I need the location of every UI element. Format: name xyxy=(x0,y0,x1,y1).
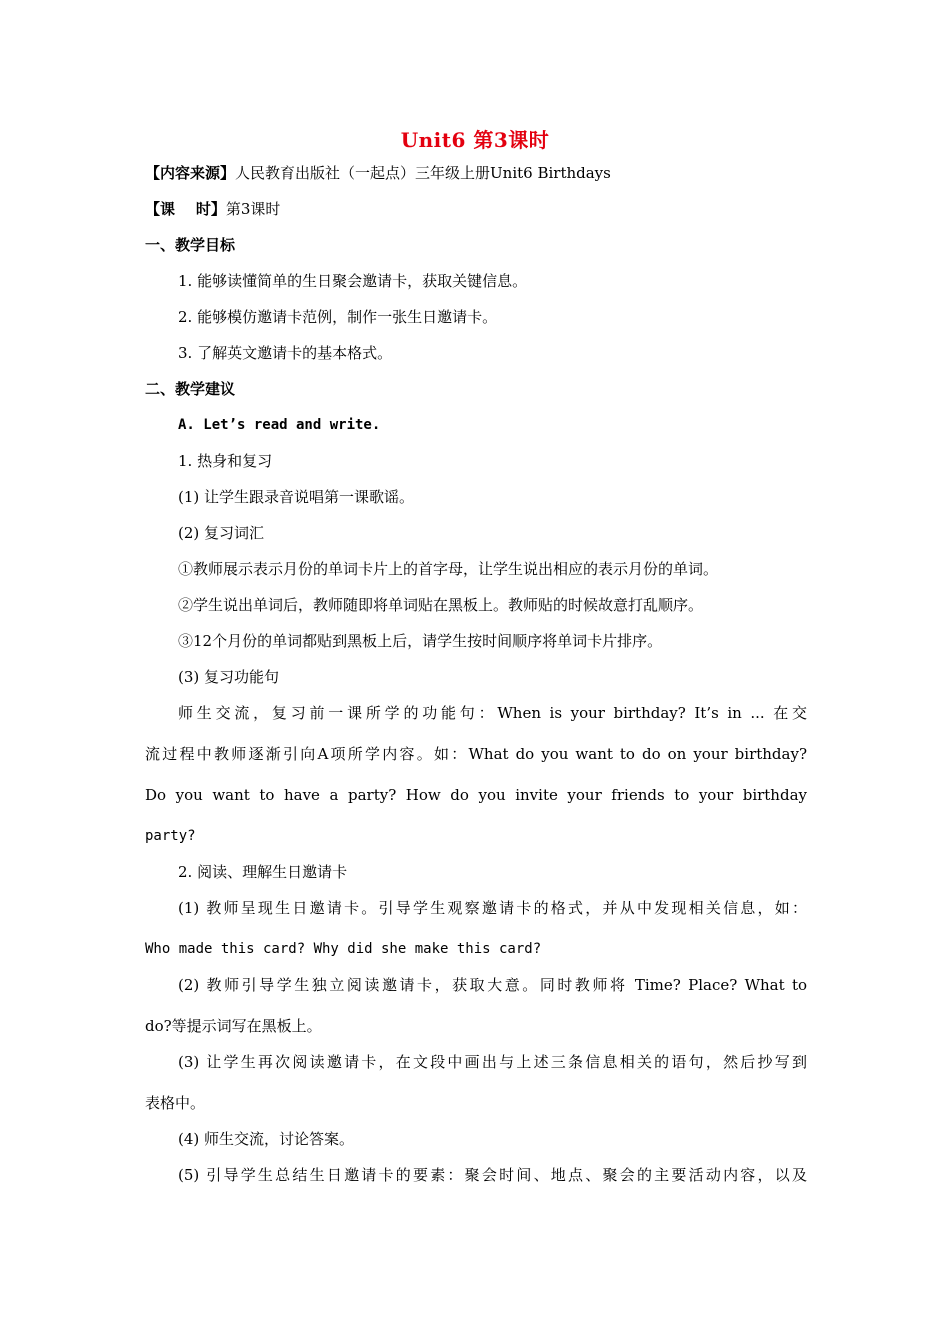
step-1-item-2b: ②学生说出单词后，教师随即将单词贴在黑板上。教师贴的时候故意打乱顺序。 xyxy=(178,596,704,614)
step-2-item-2-line-1: (2) 教师引导学生独立阅读邀请卡，获取大意。同时教师将 Time? Place? What to xyxy=(178,976,807,994)
period-label: 【课 时】 xyxy=(145,200,226,218)
goal-item-3: 3. 了解英文邀请卡的基本格式。 xyxy=(178,344,393,362)
step-1-item-2a: ①教师展示表示月份的单词卡片上的首字母，让学生说出相应的表示月份的单词。 xyxy=(178,560,719,578)
paragraph-line-1: 师生交流，复习前一课所学的功能句：When is your birthday? It’s in ... 在交 xyxy=(178,704,807,722)
section-heading-suggestions: 二、教学建议 xyxy=(145,380,236,398)
step-2-item-3-line-2: 表格中。 xyxy=(145,1094,206,1112)
step-1-item-1: (1) 让学生跟录音说唱第一课歌谣。 xyxy=(178,488,415,506)
step-1-item-3: (3) 复习功能句 xyxy=(178,668,280,686)
period-text: 第3课时 xyxy=(225,200,281,218)
page-title: Unit6 第3课时 xyxy=(400,128,550,152)
step-2-item-5-line-1: (5) 引导学生总结生日邀请卡的要素：聚会时间、地点、聚会的主要活动内容，以及 xyxy=(178,1166,807,1184)
paragraph-line-2: 流过程中教师逐渐引向A项所学内容。如：What do you want to do on your birthday? xyxy=(145,745,807,763)
step-1-item-2c: ③12个月份的单词都贴到黑板上后，请学生按时间顺序将单词卡片排序。 xyxy=(178,632,663,650)
goal-item-2: 2. 能够模仿邀请卡范例，制作一张生日邀请卡。 xyxy=(178,308,498,326)
step-2-item-2-line-2: do?等提示词写在黑板上。 xyxy=(145,1017,322,1035)
step-2-heading: 2. 阅读、理解生日邀请卡 xyxy=(178,863,348,881)
step-2-item-3-line-1: (3) 让学生再次阅读邀请卡，在文段中画出与上述三条信息相关的语句，然后抄写到 xyxy=(178,1053,807,1071)
step-2-item-1-line-2: Who made this card? Why did she make this card? xyxy=(145,941,542,957)
source-text: 人民教育出版社（一起点）三年级上册Unit6 Birthdays xyxy=(235,164,611,182)
period-line xyxy=(145,198,807,220)
goal-item-1: 1. 能够读懂简单的生日聚会邀请卡，获取关键信息。 xyxy=(178,272,528,290)
source-label: 【内容来源】 xyxy=(145,164,236,182)
paragraph-line-3: Do you want to have a party? How do you invite your friends to your birthday xyxy=(145,786,807,804)
step-1-item-2: (2) 复习词汇 xyxy=(178,524,265,542)
step-2-item-1-line-1: (1) 教师呈现生日邀请卡。引导学生观察邀请卡的格式，并从中发现相关信息，如： xyxy=(178,899,807,917)
step-2-item-4: (4) 师生交流，讨论答案。 xyxy=(178,1130,355,1148)
source-line xyxy=(145,162,807,184)
section-heading-goals: 一、教学目标 xyxy=(145,236,236,254)
paragraph-line-4: party? xyxy=(145,828,196,844)
part-a-heading: A. Let’s read and write. xyxy=(178,417,381,433)
step-1-heading: 1. 热身和复习 xyxy=(178,452,273,470)
